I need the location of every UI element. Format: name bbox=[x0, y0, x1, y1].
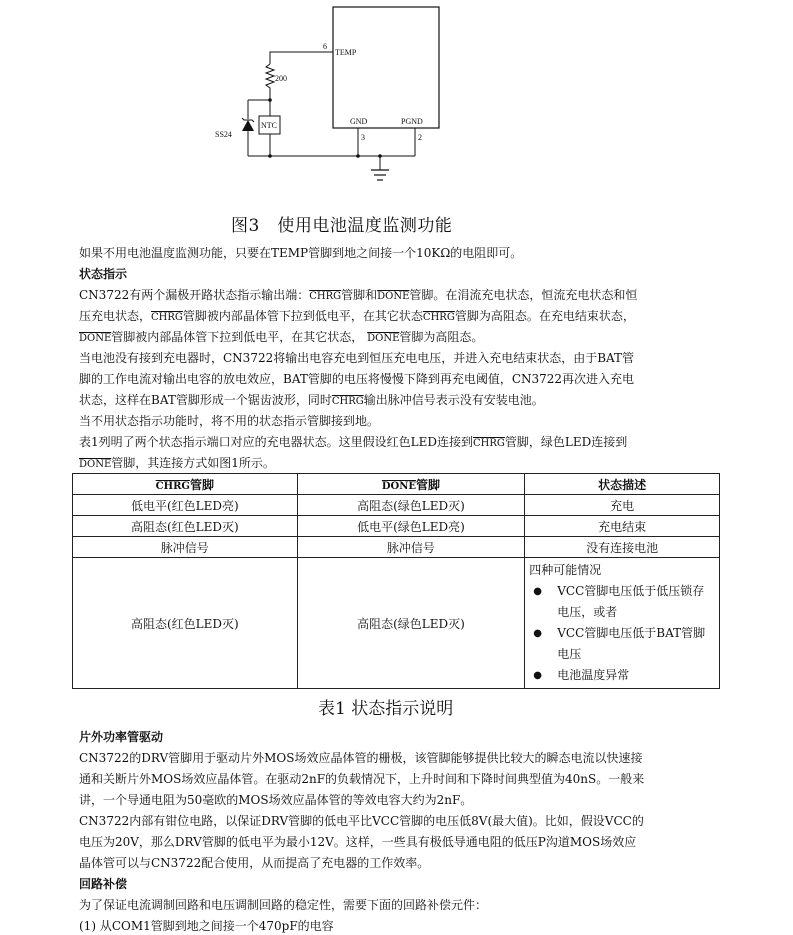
paragraph-drive-line3: 讲，一个导通电阻为50毫欧的MOS场效应晶体管的等效电容大约为2nF。 bbox=[79, 793, 473, 807]
paragraph-no-temp: 如果不用电池温度监测功能，只要在TEMP管脚到地之间接一个10KΩ的电阻即可。 bbox=[79, 246, 523, 260]
ground-icon bbox=[371, 170, 389, 180]
table-row: 高阻态(红色LED灭) 低电平(绿色LED亮) 充电结束 bbox=[73, 516, 720, 537]
header-description: 状态描述 bbox=[525, 474, 720, 495]
gnd-pin-number: 3 bbox=[361, 133, 365, 142]
table-header-row bbox=[73, 474, 720, 495]
paragraph-loop: 为了保证电流调制回路和电压调制回路的稳定性，需要下面的回路补偿元件： bbox=[79, 898, 488, 912]
temp-wire bbox=[270, 52, 333, 64]
paragraph-clamp-line3: 晶体管可以与CN3722配合使用，从而提高了充电器的工作效率。 bbox=[79, 856, 430, 870]
header-chrg-pin: CHRG管脚 bbox=[73, 474, 298, 495]
paragraph-table-intro-line2: DONE管脚，其连接方式如图1所示。 bbox=[79, 456, 275, 470]
paragraph-clamp-line2: 电压为20V，那么DRV管脚的低电平为最小12V。这样，一些具有极低导通电阻的低压P沟道MOS场效应 bbox=[79, 835, 637, 849]
temp-pin-number: 6 bbox=[323, 42, 327, 51]
paragraph-no-battery-line1: 当电池没有接到充电器时，CN3722将输出电容充电到恒压充电电压，并进入充电结束状态，由于BAT管 bbox=[79, 351, 635, 365]
heading-loop: 回路补偿 bbox=[79, 877, 128, 891]
description-list: 四种可能情况 ● VCC管脚电压低于低压锁存电压，或者 ● VCC管脚电压低于BAT管脚电压 ● 电池温度异常 bbox=[525, 558, 720, 689]
paragraph-loop-item1: (1) 从COM1管脚到地之间接一个470pF的电容 bbox=[79, 919, 334, 933]
table-row: 低电平(红色LED亮) 高阻态(绿色LED灭) 充电 bbox=[73, 495, 720, 516]
zener-diode bbox=[242, 120, 254, 131]
paragraph-drive-line1: CN3722的DRV管脚用于驱动片外MOS场效应晶体管的栅极，该管脚能够提供比较大的瞬态电流以快速接 bbox=[79, 751, 643, 765]
resistor-label: 200 bbox=[275, 74, 287, 83]
paragraph-unused: 当不用状态指示功能时，将不用的状态指示管脚接到地。 bbox=[79, 414, 380, 428]
paragraph-status-line2: 压充电状态，CHRG管脚被内部晶体管下拉到低电平，在其它状态CHRG管脚为高阻态。在充电结束状态， bbox=[79, 309, 635, 323]
list-item: ● 电池温度异常 bbox=[529, 665, 715, 686]
table-row: 高阻态(红色LED灭) 高阻态(绿色LED灭) 四种可能情况 ● VCC管脚电压低于低压锁存电压，或者 ● VCC管脚电压低于BAT管脚电压 ● 电池温度异常 bbox=[73, 558, 720, 689]
table-row: 脉冲信号 脉冲信号 没有连接电池 bbox=[73, 537, 720, 558]
paragraph-no-battery-line2: 脚的工作电流对输出电容的放电效应，BAT管脚的电压将慢慢下降到再充电阈值，CN3722再次进入充电 bbox=[79, 372, 635, 386]
resistor-200 bbox=[266, 64, 274, 100]
header-done-pin: DONE管脚 bbox=[297, 474, 525, 495]
paragraph-no-battery-line3: 状态，这样在BAT管脚形成一个锯齿波形，同时CHRG输出脉冲信号表示没有安装电池。 bbox=[79, 393, 544, 407]
paragraph-drive-line2: 通和关断片外MOS场效应晶体管。在驱动2nF的负载情况下，上升时间和下降时间典型值为40nS。一般来 bbox=[79, 772, 645, 786]
pgnd-pin-number: 2 bbox=[418, 133, 422, 142]
zener-label: SS24 bbox=[215, 130, 232, 139]
pgnd-pin-label: PGND bbox=[401, 117, 423, 126]
paragraph-status-line1: CN3722有两个漏极开路状态指示输出端：CHRG管脚和DONE管脚。在涓流充电状态，恒流充电状态和恒 bbox=[79, 288, 638, 302]
table-caption: 表1 状态指示说明 bbox=[318, 699, 454, 719]
gnd-pin-label: GND bbox=[350, 117, 368, 126]
figure-caption: 图3 使用电池温度监测功能 bbox=[231, 216, 453, 236]
heading-status: 状态指示 bbox=[79, 267, 128, 281]
temperature-circuit-diagram bbox=[200, 0, 500, 195]
paragraph-table-intro-line1: 表1列明了两个状态指示端口对应的充电器状态。这里假设红色LED连接到CHRG管脚，绿色LED连接到 bbox=[79, 435, 628, 449]
paragraph-clamp-line1: CN3722内部有钳位电路，以保证DRV管脚的低电平比VCC管脚的电压低8V(最大值)。比如，假设VCC的 bbox=[79, 814, 644, 828]
paragraph-status-line3: DONE管脚被内部晶体管下拉到低电平，在其它状态， DONE管脚为高阻态。 bbox=[79, 330, 484, 344]
status-table bbox=[72, 473, 720, 689]
list-item: ● VCC管脚电压低于BAT管脚电压 bbox=[529, 623, 715, 665]
ntc-label: NTC bbox=[261, 121, 277, 130]
heading-drive: 片外功率管驱动 bbox=[79, 730, 164, 744]
temp-pin-label: TEMP bbox=[335, 48, 357, 57]
list-item: ● VCC管脚电压低于低压锁存电压，或者 bbox=[529, 581, 715, 623]
ic-body bbox=[333, 7, 439, 128]
